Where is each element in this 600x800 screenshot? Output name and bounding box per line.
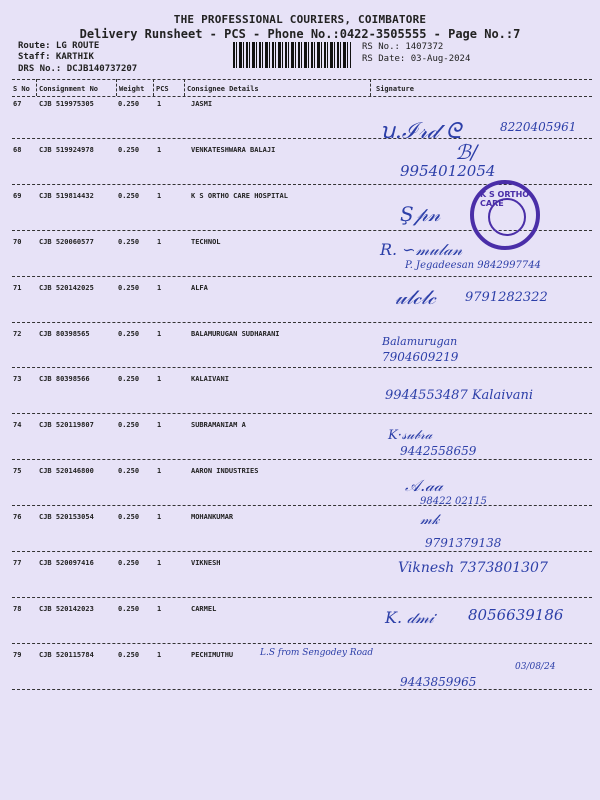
consignee-cell: K S ORTHO CARE HOSPITAL	[191, 191, 288, 200]
consignee-cell: CARMEL	[191, 604, 217, 613]
pcs-cell: 1	[157, 237, 162, 246]
col-header-consignee: Consignee Details	[187, 85, 259, 93]
phone-68: 9954012054	[400, 162, 496, 180]
consignment-cell: CJB 520153054	[39, 513, 94, 522]
col-divider	[184, 79, 185, 96]
row-rule	[12, 505, 592, 506]
phone-79: 9443859965	[400, 675, 477, 689]
weight-cell: 0.250	[118, 604, 140, 613]
weight-cell: 0.250	[118, 191, 140, 200]
col-header-signature: Signature	[376, 85, 414, 93]
consignment-cell: CJB 520142025	[39, 283, 94, 292]
col-header-pcs: PCS	[156, 85, 169, 93]
pcs-cell: 1	[157, 604, 162, 613]
signature-75: 𝒜.𝒶𝒶	[405, 476, 443, 495]
weight-cell: 0.250	[118, 650, 140, 659]
sno-cell: 79	[13, 650, 22, 659]
row-rule	[12, 689, 592, 690]
row-rule	[12, 459, 592, 460]
row-rule	[12, 643, 592, 644]
text-77: Viknesh 7373801307	[398, 560, 548, 576]
consignee-cell: BALAMURUGAN SUDHARANI	[191, 329, 280, 338]
pcs-cell: 1	[157, 375, 162, 384]
table-row	[0, 330, 600, 376]
sno-cell: 78	[13, 604, 22, 613]
hospital-stamp: K S ORTHO CARE	[470, 180, 540, 250]
signature-78: K. 𝒹𝓂𝒾	[385, 608, 434, 627]
sno-cell: 77	[13, 559, 22, 567]
route-label: Route: LG ROUTE	[18, 41, 100, 51]
sno-cell: 69	[13, 191, 22, 200]
consignee-cell: ALFA	[191, 283, 208, 292]
col-divider	[370, 79, 371, 96]
staff-label: Staff: KARTHIK	[18, 52, 94, 62]
col-divider	[36, 79, 37, 96]
sno-cell: 67	[13, 100, 22, 108]
pcs-cell: 1	[157, 467, 162, 476]
consignment-cell: CJB 520146800	[39, 467, 94, 476]
drs-number: DRS No.: DCJB140737207	[18, 64, 138, 74]
consignee-cell: VIKNESH	[191, 559, 221, 567]
sno-cell: 71	[13, 283, 22, 292]
row-rule	[12, 413, 592, 414]
phone-74: 9442558659	[400, 444, 477, 458]
rs-date: RS Date: 03-Aug-2024	[362, 54, 471, 64]
text-73: 9944553487 Kalaivani	[385, 388, 533, 403]
signature-74: K·𝓈𝓊𝒷𝓇𝒶	[388, 428, 433, 443]
weight-cell: 0.250	[118, 513, 140, 522]
phone-71: 9791282322	[465, 290, 548, 305]
name-72: Balamurugan	[382, 335, 458, 348]
signature-69: Ş𝓅𝓃	[400, 202, 441, 226]
table-row	[0, 467, 600, 513]
sno-cell: 75	[13, 467, 22, 476]
date-79: 03/08/24	[515, 662, 556, 672]
weight-cell: 0.250	[118, 145, 140, 154]
consignee-cell: TECHNOL	[191, 237, 221, 246]
signature-76: 𝓂𝓀	[420, 512, 440, 528]
table-row	[0, 421, 600, 467]
col-header-consignment: Consignment No	[39, 85, 99, 93]
signature-71: 𝓊𝓁𝒸𝓁𝒸	[395, 285, 436, 309]
weight-cell: 0.250	[118, 467, 140, 476]
weight-cell: 0.250	[118, 329, 140, 338]
phone-72: 7904609219	[382, 350, 459, 364]
consignee-cell: AARON INDUSTRIES	[191, 467, 259, 476]
header-top-rule	[12, 79, 592, 80]
col-header-weight: Weight	[119, 85, 145, 93]
consignee-cell: PECHIMUTHU	[191, 650, 234, 659]
phone-67: 8220405961	[500, 120, 577, 134]
signature-67: ꭒ.ℐ𝓇𝒹 ᘓ	[380, 119, 462, 144]
consignment-cell: CJB 520142023	[39, 604, 94, 613]
weight-cell: 0.250	[118, 421, 140, 430]
pcs-cell: 1	[157, 513, 162, 522]
weight-cell: 0.250	[118, 283, 140, 292]
consignment-cell: CJB 519975305	[39, 100, 94, 108]
table-row	[0, 513, 600, 559]
sno-cell: 72	[13, 329, 22, 338]
row-rule	[12, 551, 592, 552]
consignee-cell: JASMI	[191, 100, 213, 108]
sno-cell: 74	[13, 421, 22, 430]
pcs-cell: 1	[157, 329, 162, 338]
consignee-cell: VENKATESHWARA BALAJI	[191, 145, 276, 154]
pcs-cell: 1	[157, 145, 162, 154]
sno-cell: 76	[13, 513, 22, 522]
pcs-cell: 1	[157, 283, 162, 292]
consignment-cell: CJB 520119807	[39, 421, 94, 430]
consignee-cell: SUBRAMANIAM A	[191, 421, 246, 430]
col-divider	[116, 79, 117, 96]
drs-barcode	[233, 42, 351, 68]
phone-76: 9791379138	[425, 536, 502, 550]
weight-cell: 0.250	[118, 237, 140, 246]
rs-number: RS No.: 1407372	[362, 42, 444, 52]
name-70: P. Jegadeesan 9842997744	[405, 260, 541, 271]
pcs-cell: 1	[157, 100, 162, 108]
pcs-cell: 1	[157, 559, 162, 567]
consignment-cell: CJB 519814432	[39, 191, 94, 200]
weight-cell: 0.250	[118, 559, 140, 567]
pcs-cell: 1	[157, 191, 162, 200]
runsheet-subtitle: Delivery Runsheet - PCS - Phone No.:0422-3505555 - Page No.:7	[79, 27, 521, 41]
consignment-cell: CJB 520097416	[39, 559, 94, 567]
signature-68: ℬ/	[455, 140, 478, 164]
sno-cell: 73	[13, 375, 22, 384]
col-header-sno: S No	[13, 85, 30, 93]
weight-cell: 0.250	[118, 100, 140, 108]
col-divider	[153, 79, 154, 96]
pcs-cell: 1	[157, 421, 162, 430]
row-rule	[12, 597, 592, 598]
phone-75: 98422 02115	[420, 496, 487, 507]
consignment-cell: CJB 519924978	[39, 145, 94, 154]
pcs-cell: 1	[157, 650, 162, 659]
consignment-cell: CJB 520115784	[39, 650, 94, 659]
row-rule	[12, 367, 592, 368]
consignment-cell: CJB 80398565	[39, 329, 90, 338]
signature-70: R. ∽𝓂𝓊𝓁𝒶𝓃	[380, 240, 463, 259]
phone-78: 8056639186	[468, 606, 564, 624]
row-rule	[12, 276, 592, 277]
header-bottom-rule	[12, 96, 592, 97]
company-title: THE PROFESSIONAL COURIERS, COIMBATORE	[173, 13, 427, 26]
consignee-cell: KALAIVANI	[191, 375, 229, 384]
sno-cell: 68	[13, 145, 22, 154]
row-rule	[12, 138, 592, 139]
note-79: L.S from Sengodey Road	[260, 648, 374, 658]
consignee-cell: MOHANKUMAR	[191, 513, 234, 522]
row-rule	[12, 322, 592, 323]
consignment-cell: CJB 520060577	[39, 237, 94, 246]
weight-cell: 0.250	[118, 375, 140, 384]
consignment-cell: CJB 80398566	[39, 375, 90, 384]
sno-cell: 70	[13, 237, 22, 246]
